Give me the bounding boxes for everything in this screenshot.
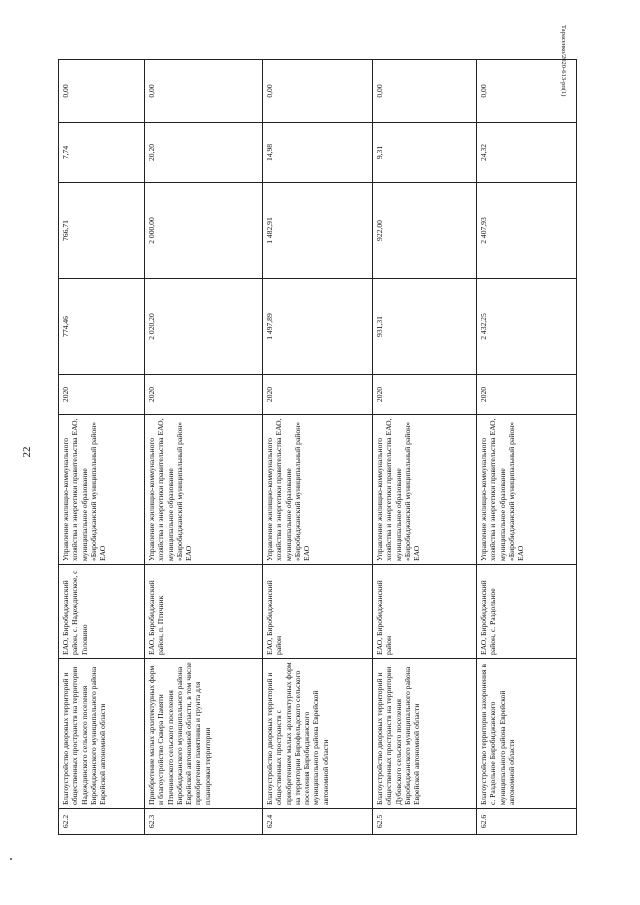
project-name: Благоустройство территории захоронения в с. Раздольное Биробиджанского муниципального района Еврейской автономной области: [477, 659, 577, 809]
project-year: 2020: [373, 375, 477, 415]
row-number: 62.6: [477, 809, 577, 835]
federal-amount: 766,71: [59, 183, 145, 279]
document-code: Тарасенко/2020-613-рп(1): [560, 25, 567, 97]
row-number: 62.3: [145, 809, 263, 835]
project-location: ЕАО, Биробиджанский район, п. Птичник: [145, 565, 263, 659]
table-row: [477, 60, 577, 835]
regional-amount: 7,74: [59, 123, 145, 183]
federal-amount: 2 000,00: [145, 183, 263, 279]
project-name: Благоустройство дворовых территорий и общественных пространств на территории Дубовского сельского поселения Биробиджанского муниципального района Еврейской автономной области: [373, 659, 477, 809]
project-name: Благоустройство дворовых территорий и общественных пространств на территории Надеждинского сельского поселения Биробиджанского муниципального района Еврейской автономной области: [59, 659, 145, 809]
project-year: 2020: [263, 375, 373, 415]
project-location: ЕАО, Биробиджанский район: [373, 565, 477, 659]
table-row: [263, 60, 373, 835]
regional-amount: 14,98: [263, 123, 373, 183]
total-amount: 774,46: [59, 279, 145, 375]
project-executor: Управление жилищно-коммунального хозяйства и энергетики правительства ЕАО, муниципальное образование «Биробиджанский муниципальный район» ЕАО: [59, 415, 145, 565]
federal-amount: 922,00: [373, 183, 477, 279]
total-amount: 931,31: [373, 279, 477, 375]
project-executor: Управление жилищно-коммунального хозяйства и энергетики правительства ЕАО, муниципальное образование «Биробиджанский муниципальный район» ЕАО: [477, 415, 577, 565]
project-name: Благоустройство дворовых территорий и общественных пространств с приобретением малых архитектурных форм на территории Бирофельдского сельского поселения Биробиджанского муниципального района Еврейской автономной области: [263, 659, 373, 809]
project-executor: Управление жилищно-коммунального хозяйства и энергетики правительства ЕАО, муниципальное образование «Биробиджанский муниципальный район» ЕАО: [145, 415, 263, 565]
regional-amount: 24,32: [477, 123, 577, 183]
projects-table: [58, 59, 577, 835]
page-number: 22: [21, 446, 33, 458]
total-amount: 1 497,89: [263, 279, 373, 375]
table-row: [373, 60, 477, 835]
project-location: ЕАО, Биробиджанский район, с. Надеждинское, с Головино: [59, 565, 145, 659]
project-executor: Управление жилищно-коммунального хозяйства и энергетики правительства ЕАО, муниципальное образование «Биробиджанский муниципальный район» ЕАО: [373, 415, 477, 565]
rotated-table-area: [58, 60, 525, 835]
row-number: 62.2: [59, 809, 145, 835]
total-amount: 2 432,25: [477, 279, 577, 375]
total-amount: 2 020,20: [145, 279, 263, 375]
regional-amount: 20,20: [145, 123, 263, 183]
municipal-amount: 0,00: [477, 60, 577, 123]
federal-amount: 2 407,93: [477, 183, 577, 279]
municipal-amount: 0,00: [263, 60, 373, 123]
project-location: ЕАО, Биробиджанский район, с. Раздольное: [477, 565, 577, 659]
municipal-amount: 0,00: [145, 60, 263, 123]
row-number: 62.4: [263, 809, 373, 835]
project-year: 2020: [477, 375, 577, 415]
project-name: Приобретение малых архитектурных форм и благоустройство Сквера Памяти Птичнинского сельского поселения Биробиджанского муниципального района Еврейской автономной области, в том числе приобретение памятника и грунта для планировки территории: [145, 659, 263, 809]
municipal-amount: 0,00: [373, 60, 477, 123]
scan-speck: [10, 858, 12, 860]
row-number: 62.5: [373, 809, 477, 835]
federal-amount: 1 482,91: [263, 183, 373, 279]
project-year: 2020: [145, 375, 263, 415]
project-year: 2020: [59, 375, 145, 415]
municipal-amount: 0,00: [59, 60, 145, 123]
project-location: ЕАО, Биробиджанский район: [263, 565, 373, 659]
table-row: [145, 60, 263, 835]
table-row: [59, 60, 145, 835]
regional-amount: 9,31: [373, 123, 477, 183]
project-executor: Управление жилищно-коммунального хозяйства и энергетики правительства ЕАО, муниципальное образование «Биробиджанский муниципальный район» ЕАО: [263, 415, 373, 565]
